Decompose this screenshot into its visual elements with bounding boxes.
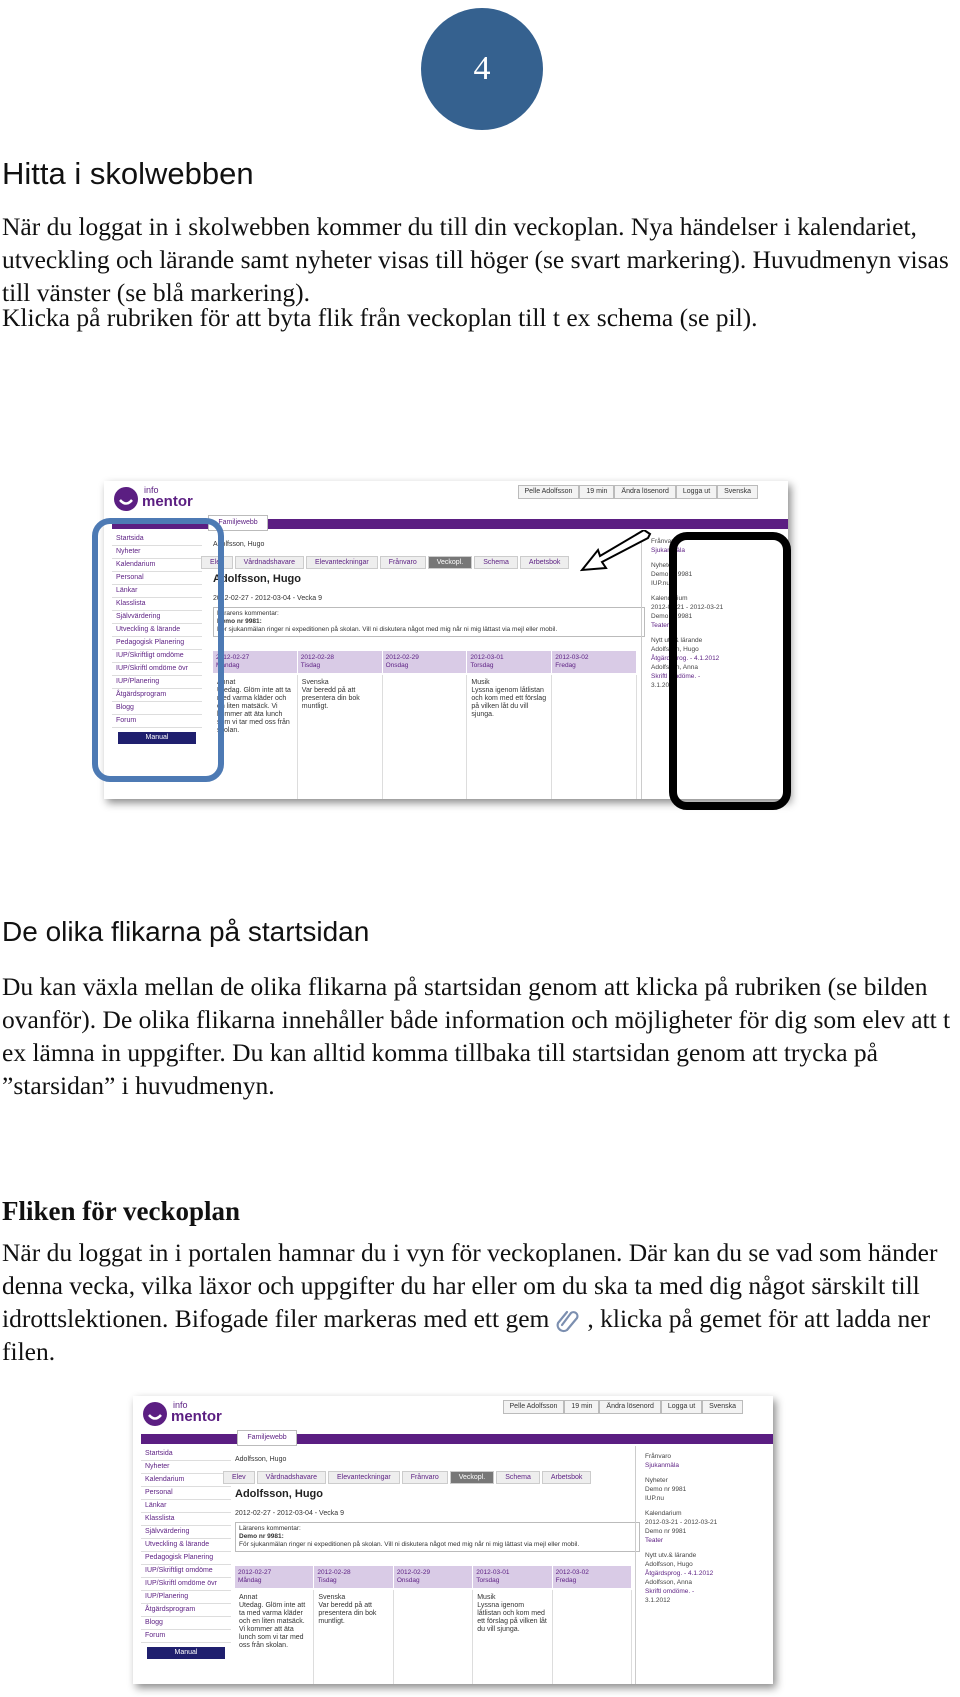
tab-item[interactable]: Elev [201,556,233,569]
right-column-line: Adolfsson, Hugo [651,646,699,653]
day-header [383,651,468,673]
sidebar-item[interactable]: Utveckling & lärande [112,624,202,637]
right-column-line: IUP.nu [651,580,671,587]
right-column-line[interactable]: Åtgärdsprog. - 4.1.2012 [645,1570,714,1577]
comment-demo: Demo nr 9981: [239,1533,284,1540]
day-date: 2012-02-29 [396,1569,431,1576]
sidebar-item[interactable]: Nyheter [141,1461,231,1474]
sidebar-item[interactable]: Forum [112,715,202,728]
heading-hitta: Hitta i skolwebben [2,156,254,191]
right-column-line: Frånvaro [651,538,678,545]
day-date: 2012-02-28 [300,654,335,661]
user-bar-item: Pelle Adolfsson [503,1400,565,1414]
heading-flikar: De olika flikarna på startsidan [2,916,370,947]
comment-text: För sjukanmälan ringer ni expeditionen på skolan. Vill ni diskutera något med mig når ni mig lättast via mejl eller mobil. [217,626,558,633]
tab-item[interactable]: Elevanteckningar [328,1471,400,1484]
sidebar-item[interactable]: Åtgärdsprogram [112,689,202,702]
blue-highlight-main-menu [92,518,224,782]
paragraph-intro: När du loggat in i skolwebben kommer du till din veckoplan. Nya händelser i kalendariet, utveckling och lärande samt nyheter visas till höger (se svart markering). Huvudmenyn visas till vänster (se blå markering). [2,212,949,307]
right-column-line[interactable]: Sjukanmäla [651,547,685,554]
smile-logo-icon [141,1400,171,1428]
user-bar-item[interactable]: Svenska [702,1400,743,1414]
user-bar-item: 19 min [579,485,614,499]
comment-text: För sjukanmälan ringer ni expeditionen på skolan. Vill ni diskutera något med mig når ni mig lättast via mejl eller mobil. [239,1541,580,1548]
week-label: 2012-02-27 - 2012-03-04 - Vecka 9 [213,595,322,602]
tab-item[interactable]: Frånvaro [380,556,426,569]
week-day-entries [213,675,637,799]
sidebar-item[interactable]: IUP/Planering [141,1591,231,1604]
sidebar-item[interactable]: Personal [112,572,202,585]
sidebar-item[interactable]: IUP/Skriftligt omdöme [141,1565,231,1578]
sidebar-item[interactable]: IUP/Skriftligt omdöme [112,650,202,663]
sidebar-item[interactable]: Startsida [112,533,202,546]
student-name-small: Adolfsson, Hugo [235,1456,287,1463]
week-day-header [235,1566,632,1588]
student-name-title: Adolfsson, Hugo [213,573,301,585]
tab-item[interactable]: Schema [474,556,518,569]
sidebar-item[interactable]: Länkar [141,1500,231,1513]
right-column-line[interactable]: Teater [645,1537,664,1544]
sidebar-item[interactable]: Åtgärdsprogram [141,1604,231,1617]
sidebar-item[interactable]: Klasslista [112,598,202,611]
right-column-line: Frånvaro [645,1453,672,1460]
comment-title: Lärarens kommentar: [239,1525,301,1532]
smile-logo-icon [112,485,142,513]
right-column-line: IUP.nu [645,1495,665,1502]
right-column-line: 3.1.2012 [651,682,677,689]
day-header [394,1566,473,1588]
right-column-line: Nyheter [645,1477,668,1484]
right-column-line: Kalendarium [651,595,688,602]
day-name: Onsdag [385,662,409,669]
day-header [552,651,637,673]
day-header [213,651,298,673]
right-column-line: Adolfsson, Anna [651,664,698,671]
right-column-line: Demo nr 9981 [645,1486,687,1493]
day-name: Tisdag [300,662,321,669]
day-header [467,651,552,673]
right-column-line: Adolfsson, Anna [645,1579,692,1586]
purple-band [141,1434,773,1444]
right-column-line: Nytt utv.& lärande [645,1552,697,1559]
paragraph-flikar: Du kan växla mellan de olika flikarna på startsidan genom att klicka på rubriken (se bilden ovanför). De olika flikarna innehåller både information och möjligheter för dig som elev att t ex lämna in uppgifter. Du kan alltid komma tillbaka till startsidan genom att trycka på ”starsidan” i huvudmenyn. [2,972,951,1100]
day-entry[interactable]: Annat Utedag. Glöm inte att ta med varma kläder och en liten matsäck. Vi kommer att äta lunch som vi tar med oss från skolan. [213,675,298,799]
tab-item[interactable]: Veckopl. [428,556,472,569]
tab-item[interactable]: Vårdnadshavare [235,556,304,569]
comment-title: Lärarens kommentar: [217,610,279,617]
sidebar-item[interactable]: IUP/Skriftl omdöme övr [141,1578,231,1591]
paragraph-veckoplan [2,1236,957,1368]
sidebar-item[interactable]: Självvärdering [141,1526,231,1539]
tab-item[interactable]: Elev [223,1471,255,1484]
sidebar-item[interactable]: Blogg [141,1617,231,1630]
heading-veckoplan: Fliken för veckoplan [2,1196,241,1226]
sidebar-item[interactable]: Pedagogisk Planering [112,637,202,650]
paperclip-icon [555,1307,581,1333]
main-menu [141,1448,231,1659]
day-entry[interactable]: Svenska Var beredd på att presentera din bok muntligt. [298,675,383,799]
day-name: Tisdag [317,1577,337,1584]
arrow-icon [580,530,652,574]
right-column-line: Adolfsson, Hugo [645,1561,693,1568]
week-day-entries [235,1590,632,1684]
black-highlight-news-column [669,532,791,810]
sidebar-item[interactable]: Klasslista [141,1513,231,1526]
sidebar-item[interactable]: Självvärdering [112,611,202,624]
day-entry[interactable]: Annat Utedag. Glöm inte att ta med varma kläder och en liten matsäck. Vi kommer att äta lunch som vi tar med oss från skolan. [235,1590,314,1684]
right-column-line: 3.1.2012 [645,1597,671,1604]
day-name: Torsdag [476,1577,500,1584]
day-date: 2012-03-02 [555,654,589,661]
day-date: 2012-03-02 [555,1569,589,1576]
day-name: Fredag [555,1577,577,1584]
day-name: Måndag [216,662,240,669]
right-column-line: 2012-03-21 - 2012-03-21 [645,1519,718,1526]
sidebar-item[interactable]: IUP/Skriftl omdöme övr [112,663,202,676]
right-column-line: Demo nr 9981 [651,613,693,620]
column-divider [635,1446,636,1684]
day-date: 2012-03-01 [470,654,504,661]
tab-item[interactable]: Veckopl. [450,1471,494,1484]
sidebar-item[interactable]: Kalendarium [112,559,202,572]
infomentor-logo [141,1400,241,1432]
right-news-column [645,1452,754,1605]
sidebar-item[interactable]: Utveckling & lärande [141,1539,231,1552]
right-column-line[interactable]: Skriftl omdöme. - [645,1588,695,1595]
veckoplan-text-before: När du loggat in i portalen hamnar du i vyn för veckoplanen. Där kan du se vad som händer denna vecka, vilka läxor och uppgifter du har eller om du ska ta med dig något särskilt till idrottslektionen. Bifogade filer markeras med ett gem [2,1238,938,1333]
user-bar-item[interactable]: Ändra lösenord [599,1400,660,1414]
day-date: 2012-03-01 [476,1569,510,1576]
right-column-line: Kalendarium [645,1510,682,1517]
day-name: Måndag [238,1577,262,1584]
right-column-line: 2012-03-21 - 2012-03-21 [651,604,724,611]
logo-big-text: mentor [171,1408,222,1425]
sidebar-item[interactable]: Länkar [112,585,202,598]
day-entry[interactable]: Musik Lyssna igenom låtlistan och kom med ett förslag på vilken låt du vill sjunga. [467,675,552,799]
day-name: Fredag [555,662,576,669]
paragraph-click-tab: Klicka på rubriken för att byta flik från veckoplan till t ex schema (se pil). [2,303,758,332]
day-entry[interactable] [552,675,637,799]
right-column-line[interactable]: Skriftl omdöme. - [651,673,701,680]
logo-big-text: mentor [142,493,193,510]
sidebar-item[interactable]: Personal [141,1487,231,1500]
day-header [473,1566,552,1588]
day-header [314,1566,393,1588]
logo-small-text: info [144,485,159,495]
manual-button[interactable]: Manual [147,1647,225,1659]
sidebar-item[interactable]: Nyheter [112,546,202,559]
tab-item[interactable]: Arbetsbok [520,556,570,569]
week-label: 2012-02-27 - 2012-03-04 - Vecka 9 [235,1510,344,1517]
tab-familjewebb[interactable]: Familjewebb [237,1430,297,1446]
student-name-small: Adolfsson, Hugo [213,541,265,548]
day-header [298,651,383,673]
veckoplan-text-after: , klicka på gemet för att ladda ner filen. [2,1304,931,1366]
logo-small-text: info [173,1400,188,1410]
comment-demo: Demo nr 9981: [217,618,262,625]
user-bar-item[interactable]: Svenska [717,485,758,499]
page-number-badge: 4 [421,8,543,130]
sidebar-item[interactable]: Blogg [112,702,202,715]
day-name: Torsdag [470,662,494,669]
sidebar-item[interactable]: Forum [141,1630,231,1643]
screenshot-veckoplan [133,1396,773,1684]
tab-item[interactable]: Frånvaro [402,1471,448,1484]
tab-item[interactable]: Elevanteckningar [306,556,378,569]
tab-item[interactable]: Vårdnadshavare [257,1471,326,1484]
day-date: 2012-02-27 [216,654,250,661]
tab-item[interactable]: Schema [496,1471,540,1484]
user-bar [518,485,758,499]
day-date: 2012-02-29 [385,654,419,661]
teacher-comment [235,1522,640,1552]
user-bar-item[interactable]: Ändra lösenord [614,485,675,499]
user-bar-item[interactable]: Logga ut [676,485,717,499]
user-bar-item: 19 min [564,1400,599,1414]
day-header [235,1566,314,1588]
day-entry[interactable] [394,1590,473,1684]
user-bar-item[interactable]: Logga ut [661,1400,702,1414]
day-header [553,1566,632,1588]
right-column-line[interactable]: Åtgärdsprog. - 4.1.2012 [651,655,720,662]
teacher-comment [213,607,645,637]
manual-button[interactable]: Manual [118,732,196,744]
tab-bar [201,556,571,569]
day-date: 2012-02-28 [317,1569,351,1576]
day-entry[interactable]: Svenska Var beredd på att presentera din bok muntligt. [314,1590,393,1684]
user-bar-item: Pelle Adolfsson [518,485,580,499]
user-bar [503,1400,743,1414]
day-date: 2012-02-27 [238,1569,272,1576]
day-entry[interactable] [553,1590,632,1684]
student-name-title: Adolfsson, Hugo [235,1488,323,1500]
day-entry[interactable]: Musik Lyssna igenom låtlistan och kom med ett förslag på vilken låt du vill sjunga. [473,1590,552,1684]
tab-bar [223,1471,593,1484]
infomentor-logo [112,485,212,517]
tab-familjewebb[interactable]: Familjewebb [208,515,268,531]
sidebar-item[interactable]: Pedagogisk Planering [141,1552,231,1565]
right-column-line: Nyheter [651,562,674,569]
right-column-line: Demo nr 9981 [645,1528,687,1535]
right-column-line: Demo nr 9981 [651,571,693,578]
sidebar-item[interactable]: Startsida [141,1448,231,1461]
week-day-header [213,651,637,673]
sidebar-item[interactable]: IUP/Planering [112,676,202,689]
right-column-line[interactable]: Sjukanmäla [645,1462,679,1469]
right-column-line: Nytt utv.& lärande [651,637,703,644]
day-name: Onsdag [396,1577,420,1584]
right-column-line[interactable]: Teater [651,622,670,629]
sidebar-item[interactable]: Kalendarium [141,1474,231,1487]
tab-item[interactable]: Arbetsbok [542,1471,592,1484]
day-entry[interactable] [383,675,468,799]
